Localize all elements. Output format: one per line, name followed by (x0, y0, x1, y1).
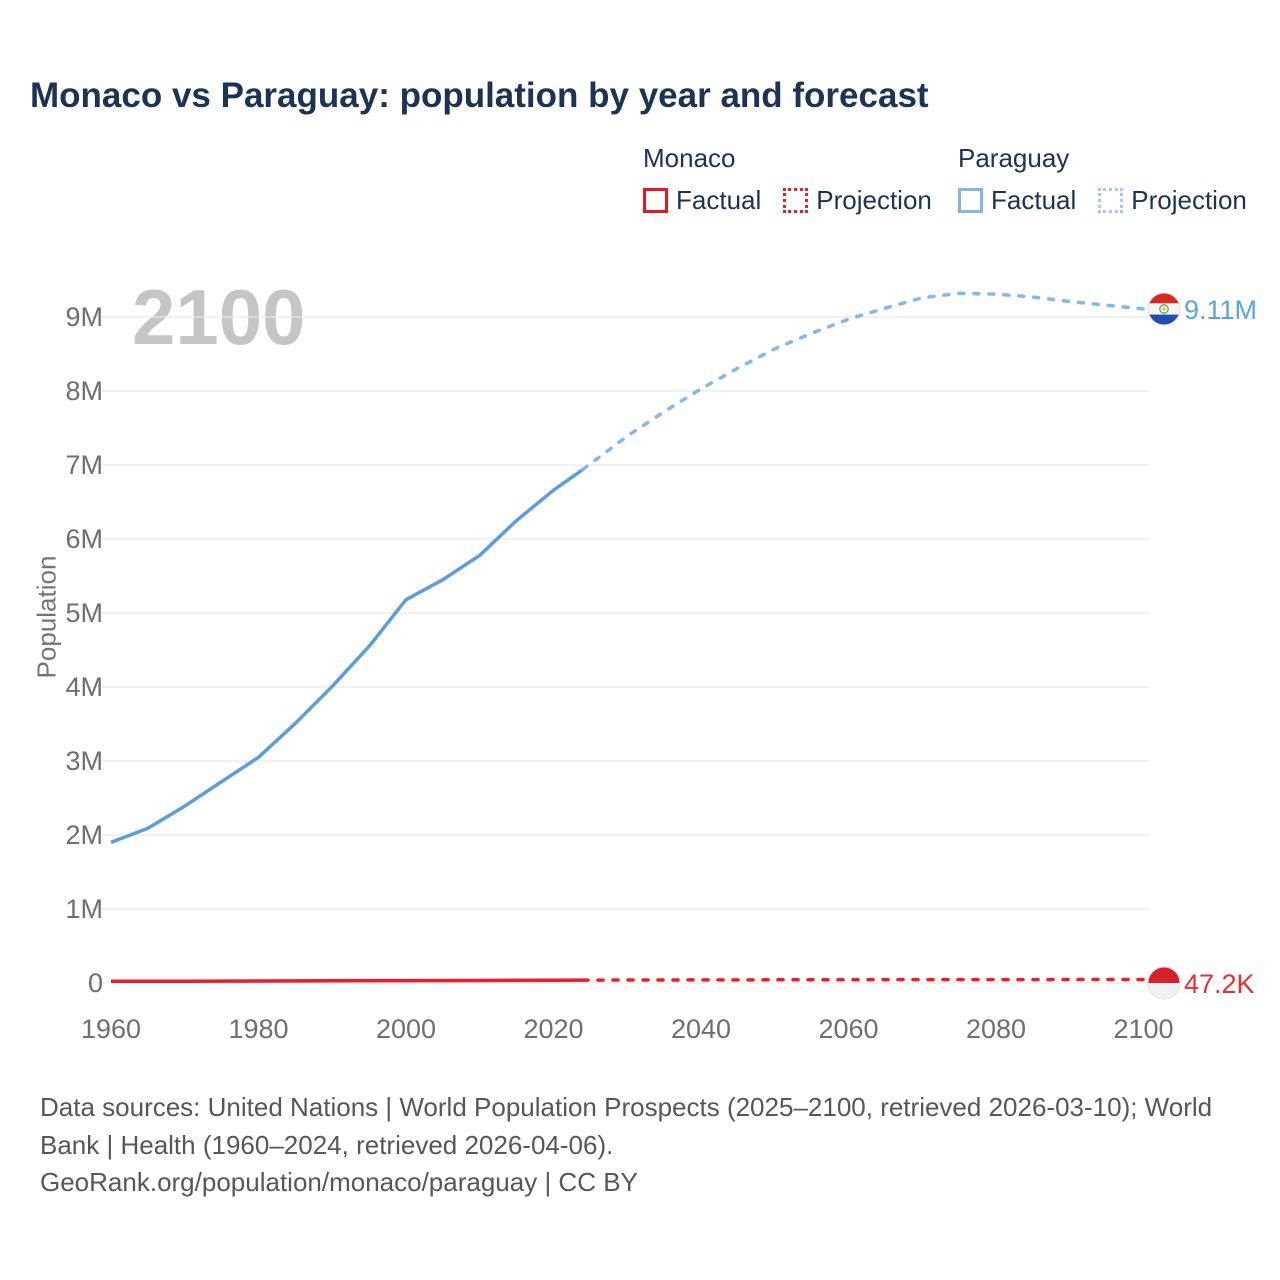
monaco-flag-icon (1147, 966, 1181, 1000)
x-tick-label: 1980 (228, 1014, 289, 1044)
paraguay-factual-label: Factual (991, 185, 1077, 215)
monaco-end-value: 47.2K (1184, 969, 1255, 999)
y-tick-label: 2M (65, 820, 103, 850)
footer-sources-line1: Data sources: United Nations | World Population Prospects (2025–2100, retrieved 2026-03-10); World (40, 1092, 1213, 1122)
y-tick-label: 5M (65, 598, 103, 628)
y-tick-label: 0 (87, 968, 103, 998)
page-title: Monaco vs Paraguay: population by year and forecast (30, 76, 929, 115)
monaco-projection-label: Projection (816, 185, 932, 215)
paraguay-projection-line (583, 293, 1144, 469)
y-tick-label: 7M (65, 450, 103, 480)
x-tick-label: 2000 (375, 1014, 437, 1044)
paraguay-factual-line (111, 469, 583, 842)
y-tick-label: 1M (65, 894, 103, 924)
y-tick-label: 4M (65, 672, 103, 702)
x-tick-label: 1960 (80, 1014, 142, 1044)
x-tick-label: 2020 (523, 1014, 584, 1044)
legend-header-monaco: Monaco (643, 143, 736, 173)
footer (40, 1089, 1212, 1202)
y-tick-label: 6M (65, 524, 103, 554)
footer-attribution: GeoRank.org/population/monaco/paraguay | CC BY (40, 1167, 638, 1197)
paraguay-end-value: 9.11M (1184, 295, 1258, 325)
x-tick-label: 2060 (818, 1014, 879, 1044)
x-tick-label: 2100 (1113, 1014, 1174, 1044)
x-tick-label: 2040 (670, 1014, 732, 1044)
legend-header-paraguay: Paraguay (958, 143, 1070, 173)
footer-sources-line2: Bank | Health (1960–2024, retrieved 2026-04-06). (40, 1129, 614, 1160)
year-watermark: 2100 (132, 273, 306, 361)
monaco-projection-line (583, 980, 1144, 981)
paraguay-projection-label: Projection (1131, 185, 1247, 215)
y-tick-label: 9M (65, 302, 103, 332)
x-tick-label: 2080 (965, 1014, 1027, 1044)
paraguay-flag-icon (1147, 292, 1181, 326)
monaco-factual-line (111, 980, 583, 981)
y-tick-label: 3M (65, 746, 103, 776)
y-axis-title: Population (31, 555, 62, 679)
y-tick-label: 8M (65, 376, 103, 406)
monaco-factual-label: Factual (676, 185, 762, 215)
